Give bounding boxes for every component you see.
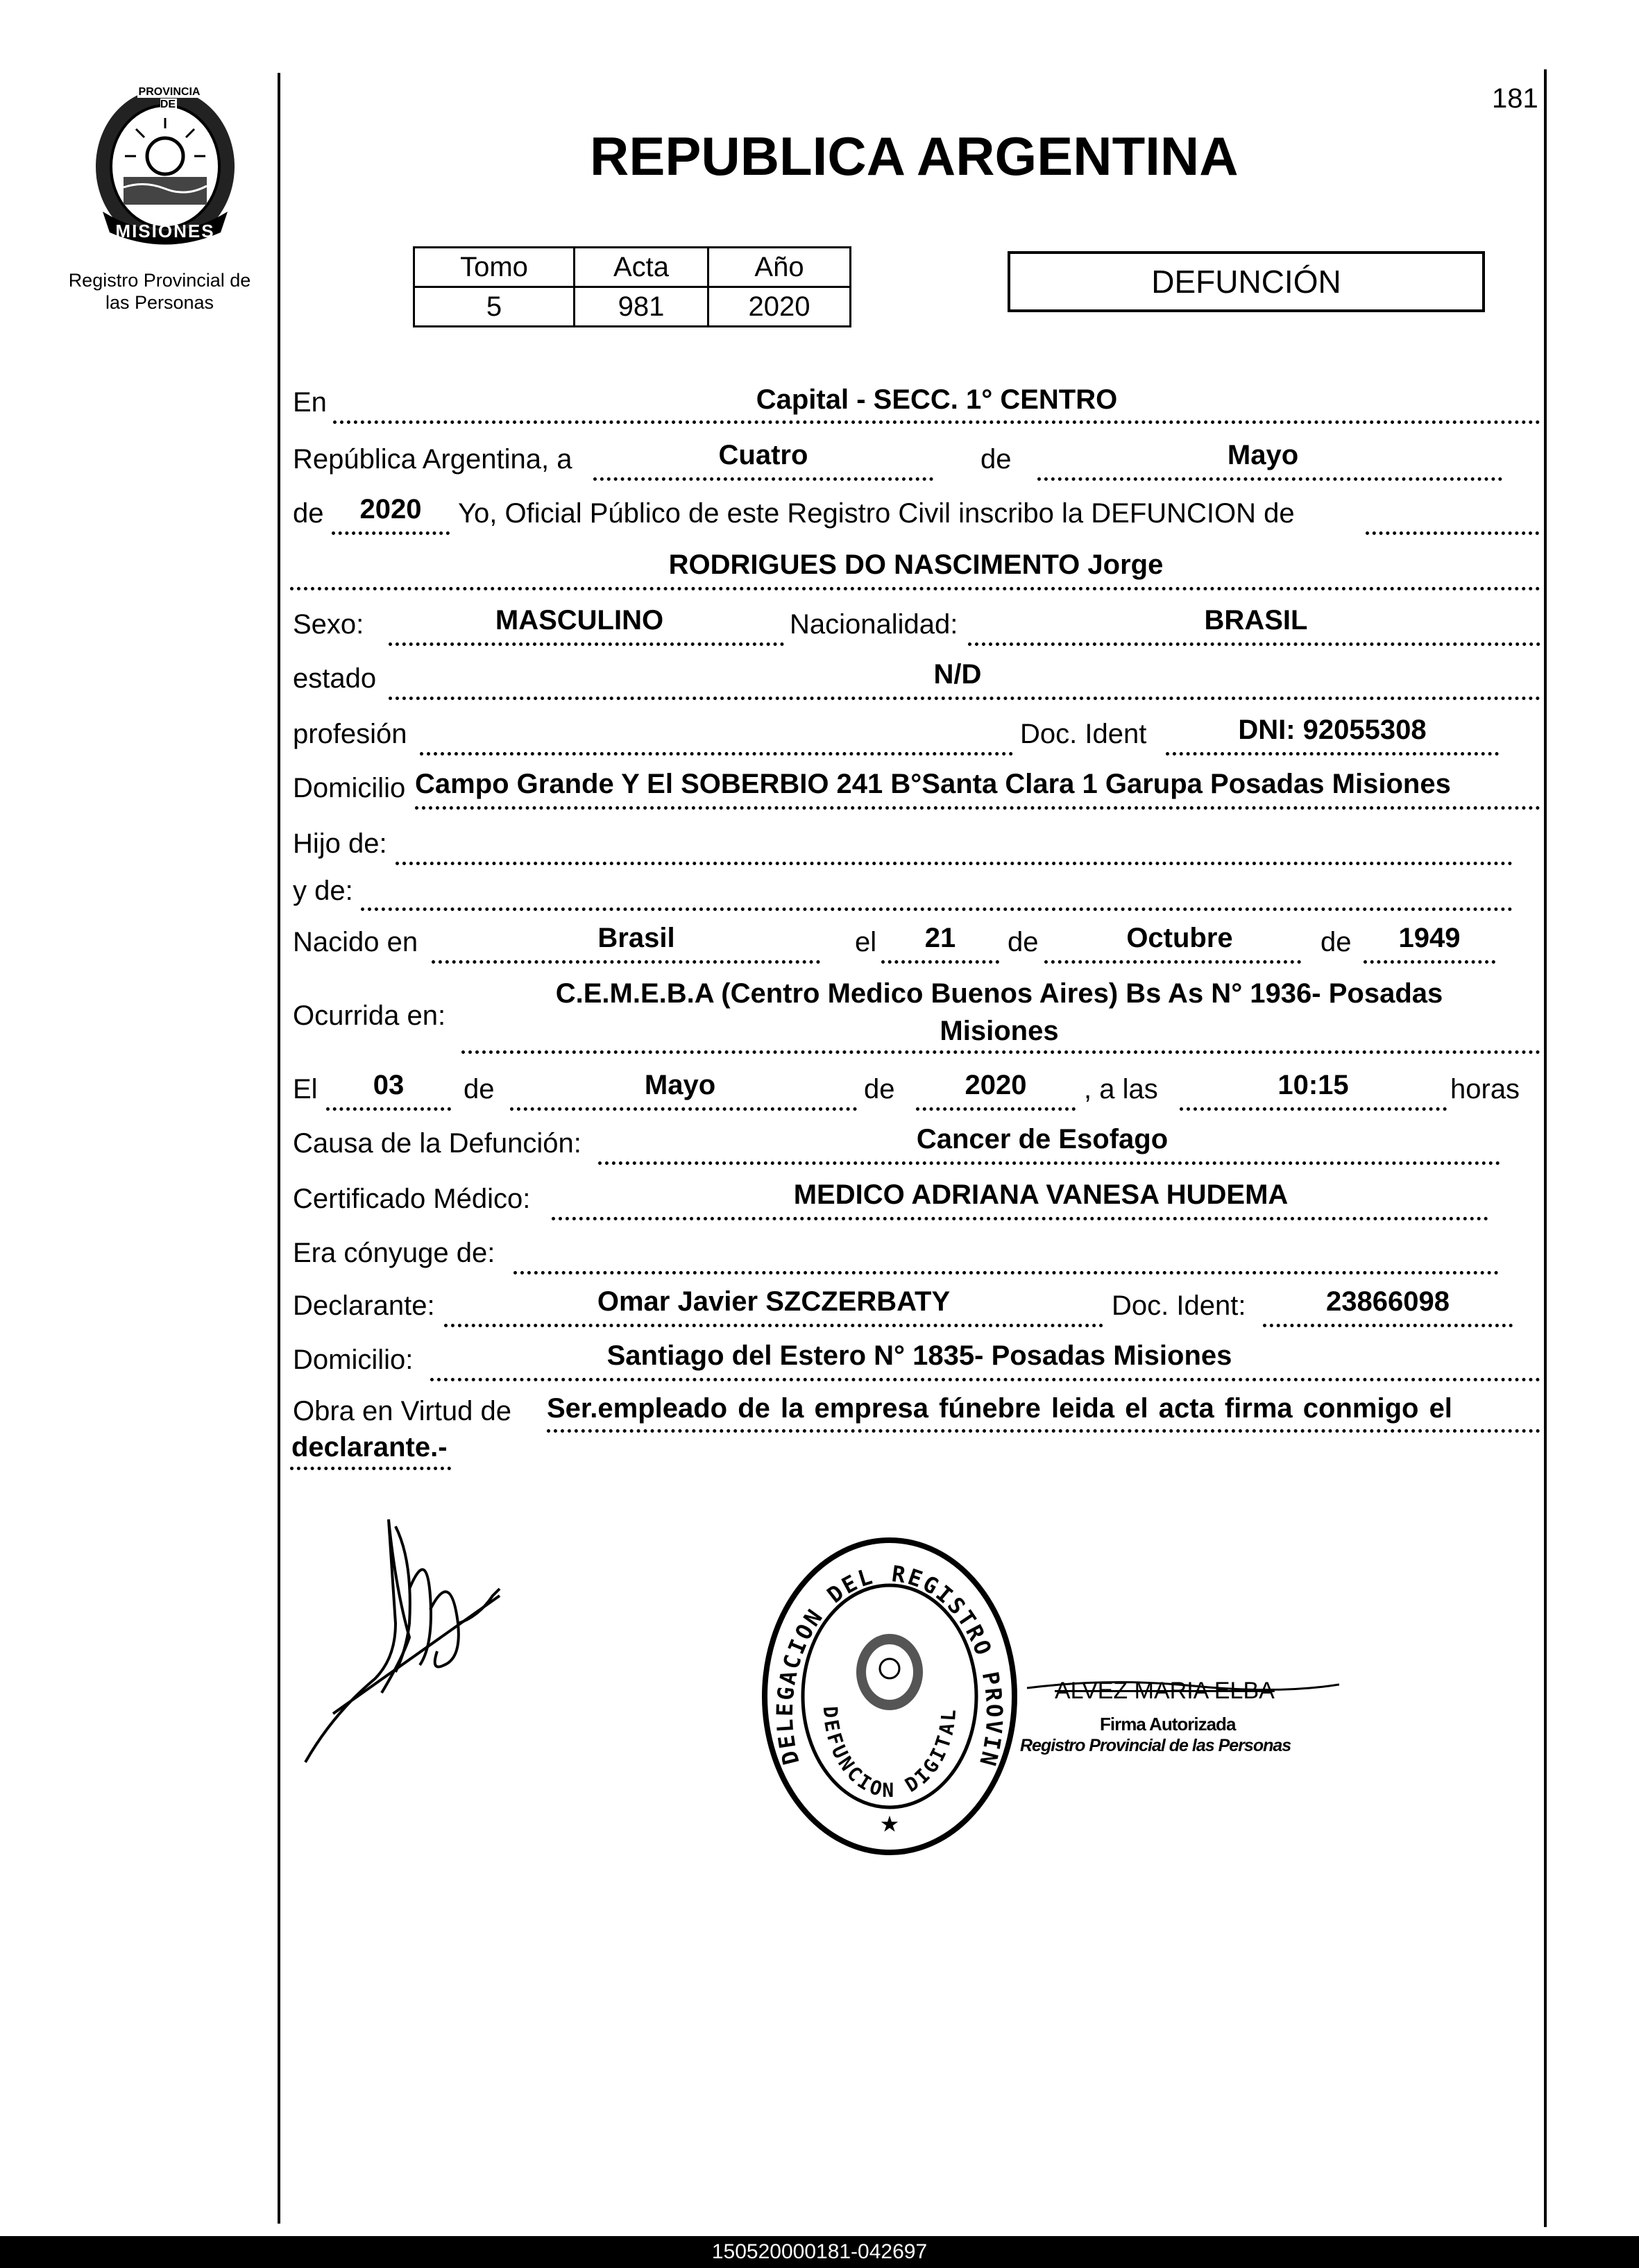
- estado-line: [389, 697, 1540, 700]
- death-day-line: [326, 1107, 451, 1111]
- acta-header: Acta: [575, 248, 708, 287]
- causa-label: Causa de la Defunción:: [293, 1128, 581, 1159]
- tomo-header: Tomo: [414, 248, 575, 287]
- domicilio2-value: Santiago del Estero N° 1835- Posadas Misiones: [606, 1340, 1232, 1371]
- de1-label: de: [980, 444, 1012, 475]
- ocurrida-line: [461, 1050, 1540, 1054]
- doc-line: [1166, 752, 1499, 756]
- conyuge-label: Era cónyuge de:: [293, 1238, 495, 1268]
- birth-month-line: [1044, 960, 1301, 964]
- causa-value: Cancer de Esofago: [916, 1124, 1169, 1154]
- declarante-line: [444, 1324, 1103, 1327]
- horas-label: horas: [1450, 1074, 1520, 1105]
- domicilio-value: Campo Grande Y El SOBERBIO 241 B°Santa Clara 1 Garupa Posadas Misiones: [415, 769, 1451, 799]
- ocurrida-line1: C.E.M.E.B.A (Centro Medico Buenos Aires) Bs As N° 1936- Posadas: [555, 978, 1443, 1009]
- svg-text:★: ★: [879, 1811, 900, 1836]
- anio-value: 2020: [708, 287, 851, 327]
- record-type-box: [1008, 251, 1485, 312]
- yde-label: y de:: [293, 876, 353, 906]
- left-margin-line: [278, 73, 280, 2224]
- ocurrida-line2: Misiones: [940, 1016, 1059, 1046]
- domicilio-line: [415, 806, 1540, 810]
- estado-label: estado: [293, 663, 377, 694]
- estado-value: N/D: [933, 659, 982, 690]
- el-label: el: [855, 927, 877, 957]
- en-value: Capital - SECC. 1° CENTRO: [756, 384, 1118, 415]
- en-line: [333, 420, 1540, 424]
- logo-bottom-text: MISIONES: [115, 221, 215, 241]
- death-time-line: [1180, 1107, 1447, 1111]
- rep-label: República Argentina, a: [293, 444, 572, 475]
- death-year-line: [916, 1107, 1076, 1111]
- sexo-line: [389, 642, 784, 646]
- death-year: 2020: [965, 1070, 1027, 1100]
- decl-doc-label: Doc. Ident:: [1112, 1290, 1246, 1321]
- obra-line1-dots: [547, 1429, 1540, 1433]
- right-margin-line: [1544, 69, 1547, 2227]
- en-label: En: [293, 387, 327, 418]
- de4-label: de: [1320, 927, 1352, 957]
- hijo-line: [396, 862, 1513, 865]
- nacido-label: Nacido en: [293, 927, 418, 957]
- doc-label: Doc. Ident: [1020, 719, 1147, 749]
- declarante-label: Declarante:: [293, 1290, 435, 1321]
- obra-line2-dots: [290, 1467, 451, 1470]
- record-table: [413, 246, 851, 327]
- record-type: DEFUNCIÓN: [1151, 264, 1341, 300]
- declarante-value: Omar Javier SZCZERBATY: [597, 1286, 951, 1317]
- official-name: ALVEZ MARIA ELBA: [1055, 1678, 1275, 1704]
- birth-year: 1949: [1398, 923, 1461, 953]
- nacido-line: [432, 960, 820, 964]
- name-line: [290, 587, 1540, 590]
- decl-doc-value: 23866098: [1326, 1286, 1450, 1317]
- footer-code: 150520000181-042697: [0, 2236, 1639, 2268]
- domicilio2-line: [430, 1378, 1540, 1381]
- obra-line2: declarante.-: [291, 1432, 448, 1463]
- death-day: 03: [373, 1070, 405, 1100]
- de6-label: de: [864, 1074, 895, 1105]
- ocurrida-label: Ocurrida en:: [293, 1000, 446, 1031]
- birth-month: Octubre: [1126, 923, 1233, 953]
- logo-arc-text: PROVINCIA DE: [138, 86, 201, 110]
- nacionalidad-label: Nacionalidad:: [790, 609, 958, 640]
- registry-name: Registro Provincial de las Personas: [68, 270, 251, 313]
- registry-stamp: [758, 1533, 1021, 1859]
- sexo-value: MASCULINO: [495, 605, 664, 636]
- year-value: 2020: [359, 494, 422, 525]
- tomo-value: 5: [414, 287, 575, 327]
- domicilio2-label: Domicilio:: [293, 1345, 414, 1375]
- nacionalidad-line: [968, 642, 1540, 646]
- cert-value: MEDICO ADRIANA VANESA HUDEMA: [793, 1179, 1289, 1210]
- stamp-outer-text: DELEGACION DEL REGISTRO PROVIN: [771, 1560, 1008, 1771]
- domicilio-label: Domicilio: [293, 773, 406, 803]
- decl-doc-line: [1263, 1324, 1513, 1327]
- death-month: Mayo: [644, 1070, 716, 1100]
- sexo-label: Sexo:: [293, 609, 364, 640]
- obra-line1: Ser.empleado de la empresa fúnebre leida el acta firma conmigo el: [547, 1393, 1452, 1424]
- de3-label: de: [1008, 927, 1039, 957]
- year-line: [332, 531, 450, 535]
- stamp-inner-text: DEFUNCION DIGITAL: [818, 1705, 961, 1802]
- deceased-name: RODRIGUES DO NASCIMENTO Jorge: [668, 549, 1164, 580]
- death-month-line: [510, 1107, 857, 1111]
- yo-line: [1366, 531, 1539, 535]
- official-office: Registro Provincial de las Personas: [1020, 1736, 1291, 1755]
- nacido-value: Brasil: [597, 923, 675, 953]
- death-time: 10:15: [1277, 1070, 1349, 1100]
- page-number: 181: [1492, 83, 1538, 114]
- de5-label: de: [464, 1074, 495, 1105]
- official-title: Firma Autorizada: [1100, 1714, 1236, 1734]
- declarant-signature: [291, 1485, 513, 1776]
- El-label: El: [293, 1074, 318, 1105]
- hijo-label: Hijo de:: [293, 828, 387, 859]
- obra-label: Obra en Virtud de: [293, 1396, 512, 1426]
- cert-label: Certificado Médico:: [293, 1184, 531, 1214]
- yde-line: [361, 907, 1513, 911]
- conyuge-line: [513, 1271, 1499, 1274]
- month-word: Mayo: [1227, 440, 1299, 470]
- alas-label: , a las: [1084, 1074, 1158, 1105]
- acta-value: 981: [575, 287, 708, 327]
- day-word: Cuatro: [718, 440, 808, 470]
- profesion-line: [420, 752, 1013, 756]
- nacionalidad-value: BRASIL: [1204, 605, 1308, 636]
- profesion-label: profesión: [293, 719, 407, 749]
- de2-label: de: [293, 498, 324, 529]
- doc-value: DNI: 92055308: [1238, 715, 1427, 745]
- month-word-line: [1037, 477, 1502, 481]
- yo-text: Yo, Oficial Público de este Registro Civil inscribo la DEFUNCION de: [458, 498, 1295, 529]
- birth-day-line: [881, 960, 999, 964]
- cert-line: [552, 1217, 1488, 1220]
- country-title: REPUBLICA ARGENTINA: [590, 126, 1239, 187]
- anio-header: Año: [708, 248, 851, 287]
- causa-line: [598, 1161, 1500, 1165]
- day-word-line: [593, 477, 933, 481]
- birth-day: 21: [924, 923, 956, 953]
- birth-year-line: [1364, 960, 1495, 964]
